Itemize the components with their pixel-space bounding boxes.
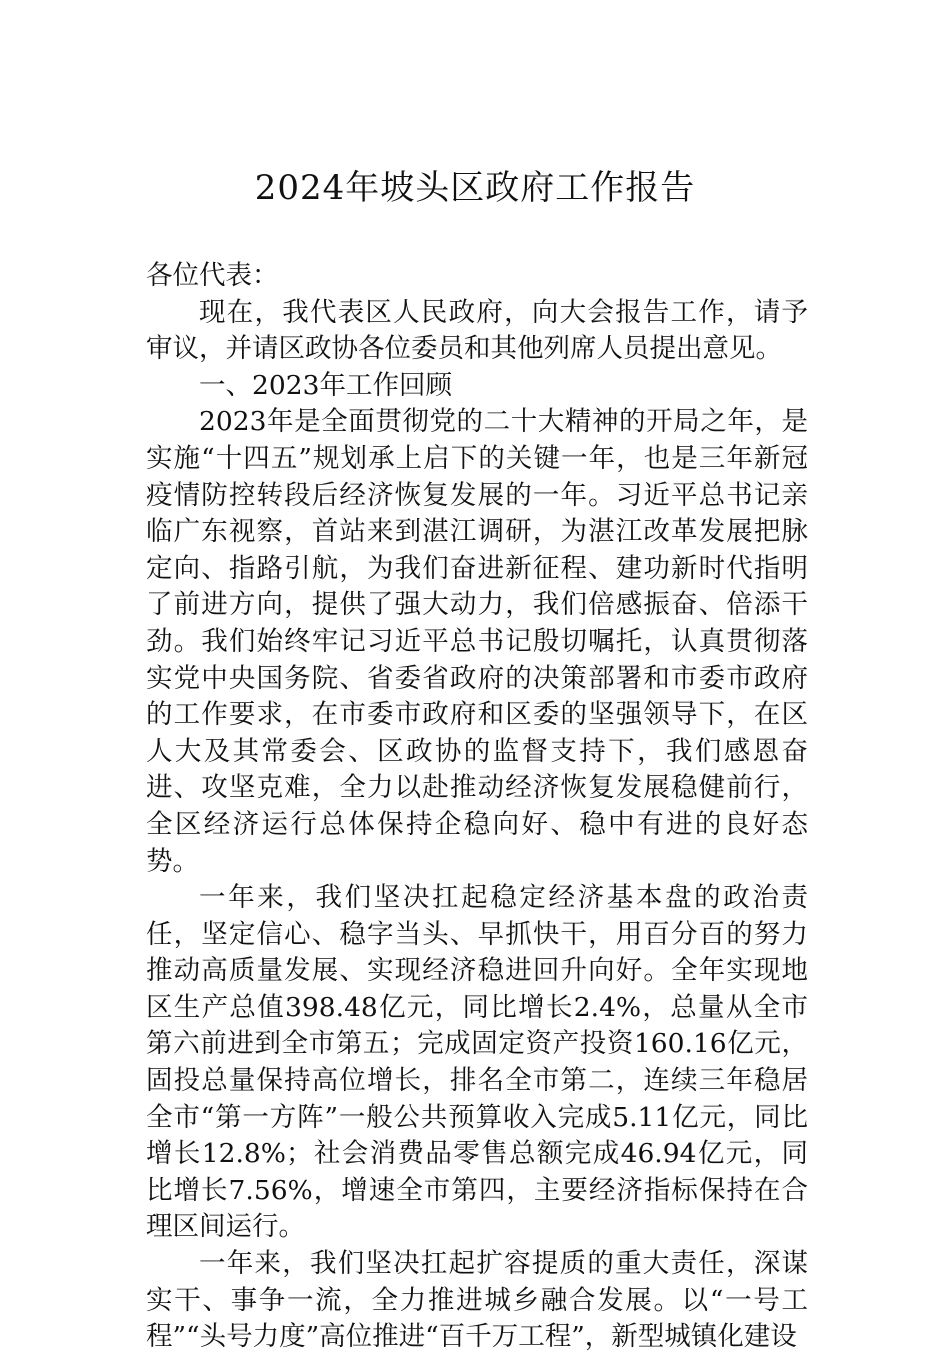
section-heading: 一、2023年工作回顾 xyxy=(199,369,452,401)
salutation: 各位代表： xyxy=(146,260,279,291)
paragraph-review: 2023年是全面贯彻党的二十大精神的开局之年，是实施“十四五”规划承上启下的关键一年，也是三年新冠疫情防控转段后经济恢复发展的一年。习近平总书记亲临广东视察，首站来到湛江调研，为湛江改革发展把脉定向、指路引航，为我们奋进新征程、建功新时代指明了前进方向，提供了强大动力，我们倍感振奋、倍添干劲。我们始终牢记习近平总书记殷切嘱托，认真贯彻落实党中央国务院、省委省政府的决策部署和市委市政府的工作要求，在市委市政府和区委的坚强领导下，在区人大及其常委会、区政协的监督支持下，我们感恩奋进、攻坚克难，全力以赴推动经济恢复发展稳健前行，全区经济运行总体保持企稳向好、稳中有进的良好态势。 xyxy=(146,406,808,877)
document-body xyxy=(146,258,808,1356)
document-title: 2024年坡头区政府工作报告 xyxy=(254,168,696,208)
paragraph-economy: 一年来，我们坚决扛起稳定经济基本盘的政治责任，坚定信心、稳字当头、早抓快干，用百分百的努力推动高质量发展、实现经济稳进回升向好。全年实现地区生产总值398.48亿元，同比增长2.4%，总量从全市第六前进到全市第五；完成固定资产投资160.16亿元，固投总量保持高位增长，排名全市第二，连续三年稳居全市“第一方阵”一般公共预算收入完成5.11亿元，同比增长12.8%；社会消费品零售总额完成46.94亿元，同比增长7.56%，增速全市第四，主要经济指标保持在合理区间运行。 xyxy=(146,882,808,1243)
paragraph-intro: 现在，我代表区人民政府，向大会报告工作，请予审议，并请区政协各位委员和其他列席人员提出意见。 xyxy=(146,296,808,365)
paragraph-urban-rural: 一年来，我们坚决扛起扩容提质的重大责任，深谋实干、事争一流，全力推进城乡融合发展。以“一号工程”“头号力度”高位推进“百千万工程”，新型城镇化建设 xyxy=(146,1248,808,1353)
